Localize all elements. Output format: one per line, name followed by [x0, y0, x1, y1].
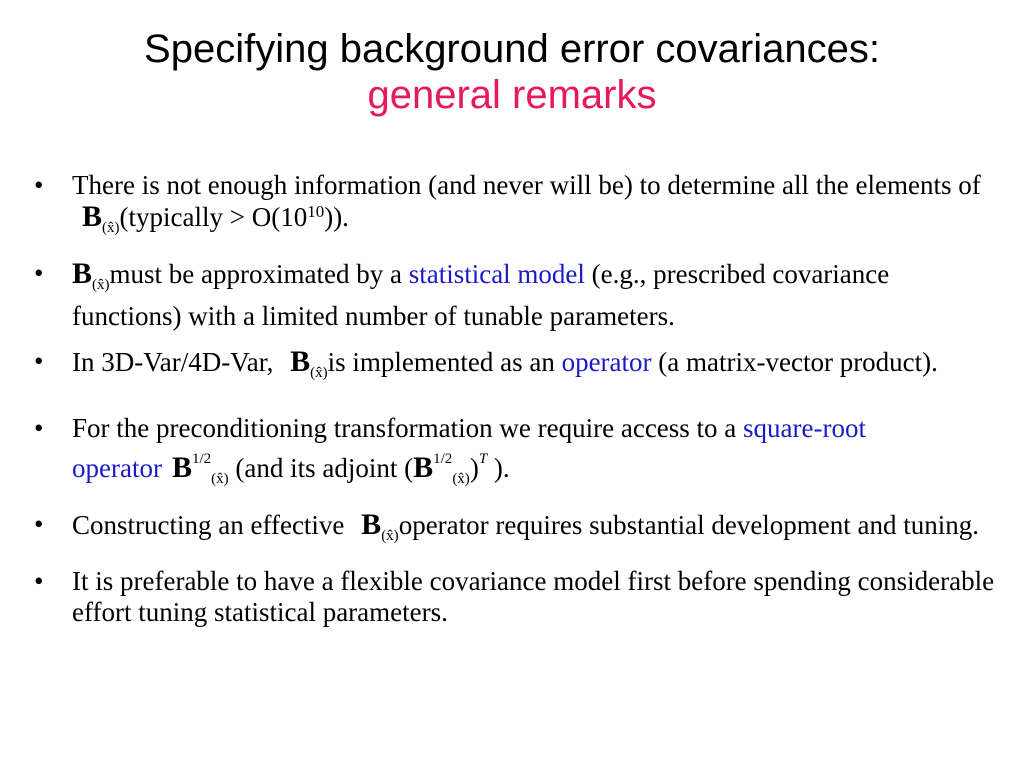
bullet-dot: •: [34, 413, 44, 443]
math-symbol-b: B: [72, 257, 93, 290]
bullet-text: ).: [487, 453, 510, 483]
bullet-text: (a matrix-vector product).: [651, 347, 938, 377]
math-symbol-b: B: [171, 451, 192, 484]
math-superscript-half: 1/2: [191, 451, 212, 467]
math-subscript: (x̂): [92, 277, 110, 293]
title-subtitle: general remarks: [367, 73, 657, 117]
slide-title: [0, 26, 1024, 118]
bullet-text: )).: [324, 202, 349, 232]
bullet-item-6: [34, 566, 1004, 628]
bullet-text: is implemented as an: [327, 347, 562, 377]
bullet-item-1: [34, 170, 1004, 244]
bullet-text: (and its adjoint: [228, 453, 405, 483]
highlight-statistical-model: statistical model: [408, 259, 585, 289]
math-symbol-b: B: [290, 345, 311, 378]
math-subscript: (x̂): [310, 365, 328, 381]
math-symbol-b: B: [413, 451, 434, 484]
highlight-square-root-operator: square-root operator: [72, 413, 866, 483]
math-transpose: T: [478, 451, 488, 467]
bullet-item-2: [34, 258, 1004, 332]
bullet-item-3: [34, 346, 1004, 389]
bullet-text: operator requires substantial development and tuning.: [398, 510, 980, 540]
bullet-text: It is preferable to have a flexible covariance model first before spending considerable effort tuning statistical parameters.: [72, 566, 995, 627]
bullet-text: Constructing an effective: [72, 510, 352, 540]
math-symbol-b: B: [82, 200, 103, 233]
math-paren-open: (: [404, 453, 414, 483]
bullet-text: There is not enough information (and never will be) to determine all the elements of: [72, 170, 981, 200]
math-paren-close: ): [469, 453, 479, 483]
math-subscript: (x̂): [452, 471, 470, 487]
bullet-text: (e.g., prescribed covariance functions) with a limited number of tunable parameters.: [72, 259, 890, 331]
math-superscript-half: 1/2: [433, 451, 453, 467]
bullet-dot: •: [34, 170, 44, 200]
bullet-item-4: [34, 413, 1004, 495]
bullet-dot: •: [34, 566, 44, 596]
title-main: Specifying background error covariances:: [144, 27, 880, 71]
bullet-item-5: [34, 509, 1004, 552]
math-symbol-b: B: [361, 508, 382, 541]
bullet-text: In 3D-Var/4D-Var,: [72, 347, 281, 377]
bullet-dot: •: [34, 346, 44, 376]
math-subscript: (x̂): [102, 220, 120, 236]
bullet-text: (typically > O(10: [119, 202, 308, 232]
bullet-text: must be approximated by a: [109, 259, 409, 289]
bullet-list: [34, 170, 1004, 628]
bullet-text: For the preconditioning transformation we require access to a: [72, 413, 744, 443]
highlight-operator: operator: [561, 347, 652, 377]
bullet-dot: •: [34, 258, 44, 288]
math-subscript: (x̂): [381, 528, 399, 544]
math-subscript: (x̂): [211, 471, 229, 487]
bullet-dot: •: [34, 509, 44, 539]
exponent: 10: [307, 202, 325, 221]
